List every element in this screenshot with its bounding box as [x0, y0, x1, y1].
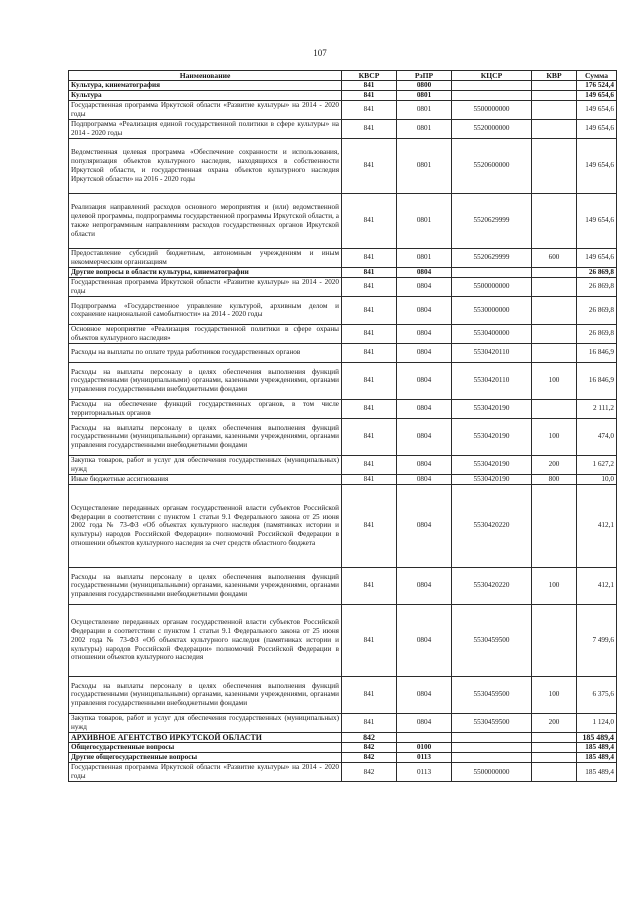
row-ksr: 5520629999: [452, 193, 532, 248]
header-sum: Сумма: [577, 71, 617, 81]
table-row: [69, 119, 617, 138]
row-kvr: 100: [532, 567, 577, 604]
row-kvr: 200: [532, 455, 577, 474]
table-row: [69, 324, 617, 343]
row-ksr: 5530420190: [452, 455, 532, 474]
row-rzpr: 0804: [397, 343, 452, 362]
row-kvr: [532, 399, 577, 418]
row-kvsr: 841: [342, 193, 397, 248]
row-kvsr: 841: [342, 277, 397, 296]
row-rzpr: 0804: [397, 296, 452, 324]
row-ksr: 5530400000: [452, 324, 532, 343]
row-ksr: [452, 91, 532, 101]
row-ksr: 5530420190: [452, 418, 532, 455]
row-kvsr: 841: [342, 362, 397, 399]
table-row: [69, 81, 617, 91]
table-row: [69, 474, 617, 484]
row-sum: 149 654,6: [577, 193, 617, 248]
row-kvr: [532, 193, 577, 248]
row-kvr: 200: [532, 713, 577, 732]
row-kvsr: 842: [342, 763, 397, 782]
table-row: [69, 455, 617, 474]
row-sum: 16 846,9: [577, 343, 617, 362]
row-name: Подпрограмма «Государственное управление культурой, архивным делом и сохранение национальной самобытности» на 2014 - 2020 годы: [69, 296, 342, 324]
row-kvsr: 841: [342, 296, 397, 324]
row-kvsr: 841: [342, 484, 397, 567]
budget-table: [68, 70, 617, 782]
row-kvsr: 841: [342, 248, 397, 267]
header-rzpr: РзПР: [397, 71, 452, 81]
row-kvr: [532, 81, 577, 91]
row-ksr: 5530420220: [452, 567, 532, 604]
row-kvsr: 841: [342, 676, 397, 713]
table-header: [69, 71, 617, 81]
row-rzpr: 0804: [397, 399, 452, 418]
row-ksr: [452, 732, 532, 743]
row-sum: 185 489,4: [577, 743, 617, 753]
row-kvr: 100: [532, 362, 577, 399]
row-kvr: 100: [532, 418, 577, 455]
row-sum: 176 524,4: [577, 81, 617, 91]
row-name: Ведомственная целевая программа «Обеспечение сохранности и использования, популяризация объектов культурного наследия, находящихся в собственности Иркутской области, и государственная охрана объектов культурного наследия Иркутской области» на 2016 - 2020 годы: [69, 138, 342, 193]
row-ksr: 5530420190: [452, 474, 532, 484]
table-row: [69, 343, 617, 362]
row-rzpr: 0801: [397, 91, 452, 101]
row-sum: 185 489,4: [577, 763, 617, 782]
row-kvr: [532, 100, 577, 119]
row-sum: 2 111,2: [577, 399, 617, 418]
row-name: Основное мероприятие «Реализация государственной политики в сфере охраны объектов культурного наследия»: [69, 324, 342, 343]
header-kvsr: КВСР: [342, 71, 397, 81]
row-rzpr: 0801: [397, 100, 452, 119]
row-name: Осуществление переданных органам государственной власти субъектов Российской Федерации в соответствии с пунктом 1 статьи 9.1 Федерального закона от 25 июня 2002 года № 73-ФЗ «Об объектах культурного наследия (памятниках истории и культуры) народов Российской Федерации» полномочий Российской Федерации в отношении объектов культурного наследия за счет средств областного бюджета: [69, 484, 342, 567]
row-ksr: [452, 743, 532, 753]
row-name: Расходы на выплаты персоналу в целях обеспечения выполнения функций государственными (муниципальными) органами, казенными учреждениями, органами управления государственными внебюджетными фондами: [69, 676, 342, 713]
table-body: [69, 81, 617, 782]
row-kvsr: 841: [342, 455, 397, 474]
table-row: [69, 193, 617, 248]
row-kvsr: 842: [342, 743, 397, 753]
row-sum: 149 654,6: [577, 119, 617, 138]
row-ksr: 5530420110: [452, 362, 532, 399]
row-rzpr: 0804: [397, 484, 452, 567]
table-row: [69, 676, 617, 713]
table-row: [69, 296, 617, 324]
row-rzpr: 0113: [397, 753, 452, 763]
table-row: [69, 753, 617, 763]
row-kvr: [532, 119, 577, 138]
row-rzpr: 0804: [397, 604, 452, 676]
header-name: Наименование: [69, 71, 342, 81]
row-name: Другие общегосударственные вопросы: [69, 753, 342, 763]
row-ksr: [452, 267, 532, 277]
row-sum: 6 375,6: [577, 676, 617, 713]
row-kvsr: 841: [342, 100, 397, 119]
table-row: [69, 277, 617, 296]
row-name: Расходы на выплаты персоналу в целях обеспечения выполнения функций государственными (муниципальными) органами, казенными учреждениями, органами управления государственными внебюджетными фондами: [69, 567, 342, 604]
row-rzpr: 0804: [397, 418, 452, 455]
row-ksr: 5530420190: [452, 399, 532, 418]
row-name: Подпрограмма «Реализация единой государственной политики в сфере культуры» на 2014 - 2020 годы: [69, 119, 342, 138]
row-ksr: 5530459500: [452, 713, 532, 732]
row-name: Расходы на обеспечение функций государственных органов, в том числе территориальных органов: [69, 399, 342, 418]
row-sum: 185 489,4: [577, 732, 617, 743]
row-kvsr: 841: [342, 474, 397, 484]
row-kvsr: 841: [342, 418, 397, 455]
table-row: [69, 713, 617, 732]
row-rzpr: 0801: [397, 119, 452, 138]
row-kvr: [532, 343, 577, 362]
row-sum: 26 869,8: [577, 277, 617, 296]
row-name: Государственная программа Иркутской области «Развитие культуры» на 2014 - 2020 годы: [69, 277, 342, 296]
row-ksr: 5500000000: [452, 763, 532, 782]
row-name: Государственная программа Иркутской области «Развитие культуры» на 2014 - 2020 годы: [69, 100, 342, 119]
row-sum: 26 869,8: [577, 296, 617, 324]
row-kvsr: 841: [342, 343, 397, 362]
row-kvr: 600: [532, 248, 577, 267]
row-sum: 149 654,6: [577, 138, 617, 193]
row-kvr: [532, 296, 577, 324]
row-sum: 149 654,6: [577, 91, 617, 101]
table-row: [69, 91, 617, 101]
table-row: [69, 399, 617, 418]
table-row: [69, 248, 617, 267]
row-name: Государственная программа Иркутской области «Развитие культуры» на 2014 - 2020 годы: [69, 763, 342, 782]
row-kvsr: 841: [342, 138, 397, 193]
row-kvr: [532, 277, 577, 296]
row-name: Расходы на выплаты персоналу в целях обеспечения выполнения функций государственными (муниципальными) органами, казенными учреждениями, органами управления государственными внебюджетными фондами: [69, 418, 342, 455]
table-row: [69, 362, 617, 399]
row-ksr: 5530420110: [452, 343, 532, 362]
table-row: [69, 567, 617, 604]
table-row: [69, 604, 617, 676]
row-rzpr: 0800: [397, 81, 452, 91]
row-name: Культура: [69, 91, 342, 101]
row-rzpr: 0804: [397, 362, 452, 399]
table-row: [69, 418, 617, 455]
row-ksr: 5530000000: [452, 296, 532, 324]
row-sum: 26 869,8: [577, 324, 617, 343]
row-ksr: 5520629999: [452, 248, 532, 267]
row-kvr: [532, 484, 577, 567]
row-ksr: 5520000000: [452, 119, 532, 138]
row-kvsr: 841: [342, 567, 397, 604]
row-ksr: 5530420220: [452, 484, 532, 567]
row-kvsr: 841: [342, 267, 397, 277]
row-name: Расходы на выплаты по оплате труда работников государственных органов: [69, 343, 342, 362]
row-name: Расходы на выплаты персоналу в целях обеспечения выполнения функций государственными (муниципальными) органами, казенными учреждениями, органами управления государственными внебюджетными фондами: [69, 362, 342, 399]
row-ksr: [452, 81, 532, 91]
row-name: Иные бюджетные ассигнования: [69, 474, 342, 484]
row-rzpr: 0804: [397, 455, 452, 474]
row-rzpr: 0801: [397, 248, 452, 267]
row-sum: 412,1: [577, 567, 617, 604]
row-sum: 185 489,4: [577, 753, 617, 763]
row-kvr: [532, 604, 577, 676]
row-name: Культура, кинематография: [69, 81, 342, 91]
row-ksr: 5530459500: [452, 676, 532, 713]
row-kvsr: 841: [342, 604, 397, 676]
table-row: [69, 100, 617, 119]
row-kvsr: 841: [342, 119, 397, 138]
row-sum: 16 846,9: [577, 362, 617, 399]
row-ksr: [452, 753, 532, 763]
row-kvr: [532, 732, 577, 743]
row-kvsr: 841: [342, 713, 397, 732]
page-number: 107: [313, 48, 327, 58]
row-kvr: 100: [532, 676, 577, 713]
row-rzpr: [397, 732, 452, 743]
row-sum: 1 627,2: [577, 455, 617, 474]
row-rzpr: 0804: [397, 676, 452, 713]
row-sum: 474,0: [577, 418, 617, 455]
row-kvsr: 841: [342, 91, 397, 101]
row-rzpr: 0804: [397, 713, 452, 732]
row-rzpr: 0804: [397, 474, 452, 484]
row-rzpr: 0804: [397, 277, 452, 296]
row-sum: 10,0: [577, 474, 617, 484]
row-kvsr: 841: [342, 324, 397, 343]
row-name: АРХИВНОЕ АГЕНТСТВО ИРКУТСКОЙ ОБЛАСТИ: [69, 732, 342, 743]
row-kvr: [532, 743, 577, 753]
row-rzpr: 0801: [397, 138, 452, 193]
row-kvr: 800: [532, 474, 577, 484]
row-kvr: [532, 267, 577, 277]
row-kvsr: 841: [342, 399, 397, 418]
row-name: Закупка товаров, работ и услуг для обеспечения государственных (муниципальных) нужд: [69, 455, 342, 474]
row-kvr: [532, 138, 577, 193]
row-sum: 149 654,6: [577, 248, 617, 267]
row-rzpr: 0100: [397, 743, 452, 753]
table-row: [69, 267, 617, 277]
row-rzpr: 0113: [397, 763, 452, 782]
row-kvr: [532, 324, 577, 343]
table-row: [69, 743, 617, 753]
row-rzpr: 0804: [397, 267, 452, 277]
row-rzpr: 0804: [397, 324, 452, 343]
row-kvsr: 842: [342, 732, 397, 743]
row-kvsr: 841: [342, 81, 397, 91]
row-name: Осуществление переданных органам государственной власти субъектов Российской Федерации в соответствии с пунктом 1 статьи 9.1 Федерального закона от 25 июня 2002 года № 73-ФЗ «Об объектах культурного наследия (памятниках истории и культуры) народов Российской Федерации» полномочий Российской Федерации в отношении объектов культурного наследия: [69, 604, 342, 676]
row-rzpr: 0804: [397, 567, 452, 604]
header-ksr: КЦСР: [452, 71, 532, 81]
row-ksr: 5520600000: [452, 138, 532, 193]
row-name: Другие вопросы в области культуры, кинематографии: [69, 267, 342, 277]
table-row: [69, 732, 617, 743]
row-name: Закупка товаров, работ и услуг для обеспечения государственных (муниципальных) нужд: [69, 713, 342, 732]
row-sum: 26 869,8: [577, 267, 617, 277]
row-sum: 149 654,6: [577, 100, 617, 119]
table-row: [69, 138, 617, 193]
row-ksr: 5500000000: [452, 100, 532, 119]
row-rzpr: 0801: [397, 193, 452, 248]
row-name: Реализация направлений расходов основного мероприятия и (или) ведомственной целевой программы, подпрограммы государственной программы Иркутской области, а также непрограммным направлениям расходов государственных органов Иркутской области: [69, 193, 342, 248]
row-kvsr: 842: [342, 753, 397, 763]
row-sum: 7 499,6: [577, 604, 617, 676]
row-name: Предоставление субсидий бюджетным, автономным учреждениям и иным некоммерческим организациям: [69, 248, 342, 267]
row-kvr: [532, 753, 577, 763]
table-row: [69, 484, 617, 567]
row-ksr: 5530459500: [452, 604, 532, 676]
row-ksr: 5500000000: [452, 277, 532, 296]
row-name: Общегосударственные вопросы: [69, 743, 342, 753]
table-row: [69, 763, 617, 782]
row-kvr: [532, 763, 577, 782]
header-kvr: КВР: [532, 71, 577, 81]
row-kvr: [532, 91, 577, 101]
row-sum: 412,1: [577, 484, 617, 567]
row-sum: 1 124,0: [577, 713, 617, 732]
